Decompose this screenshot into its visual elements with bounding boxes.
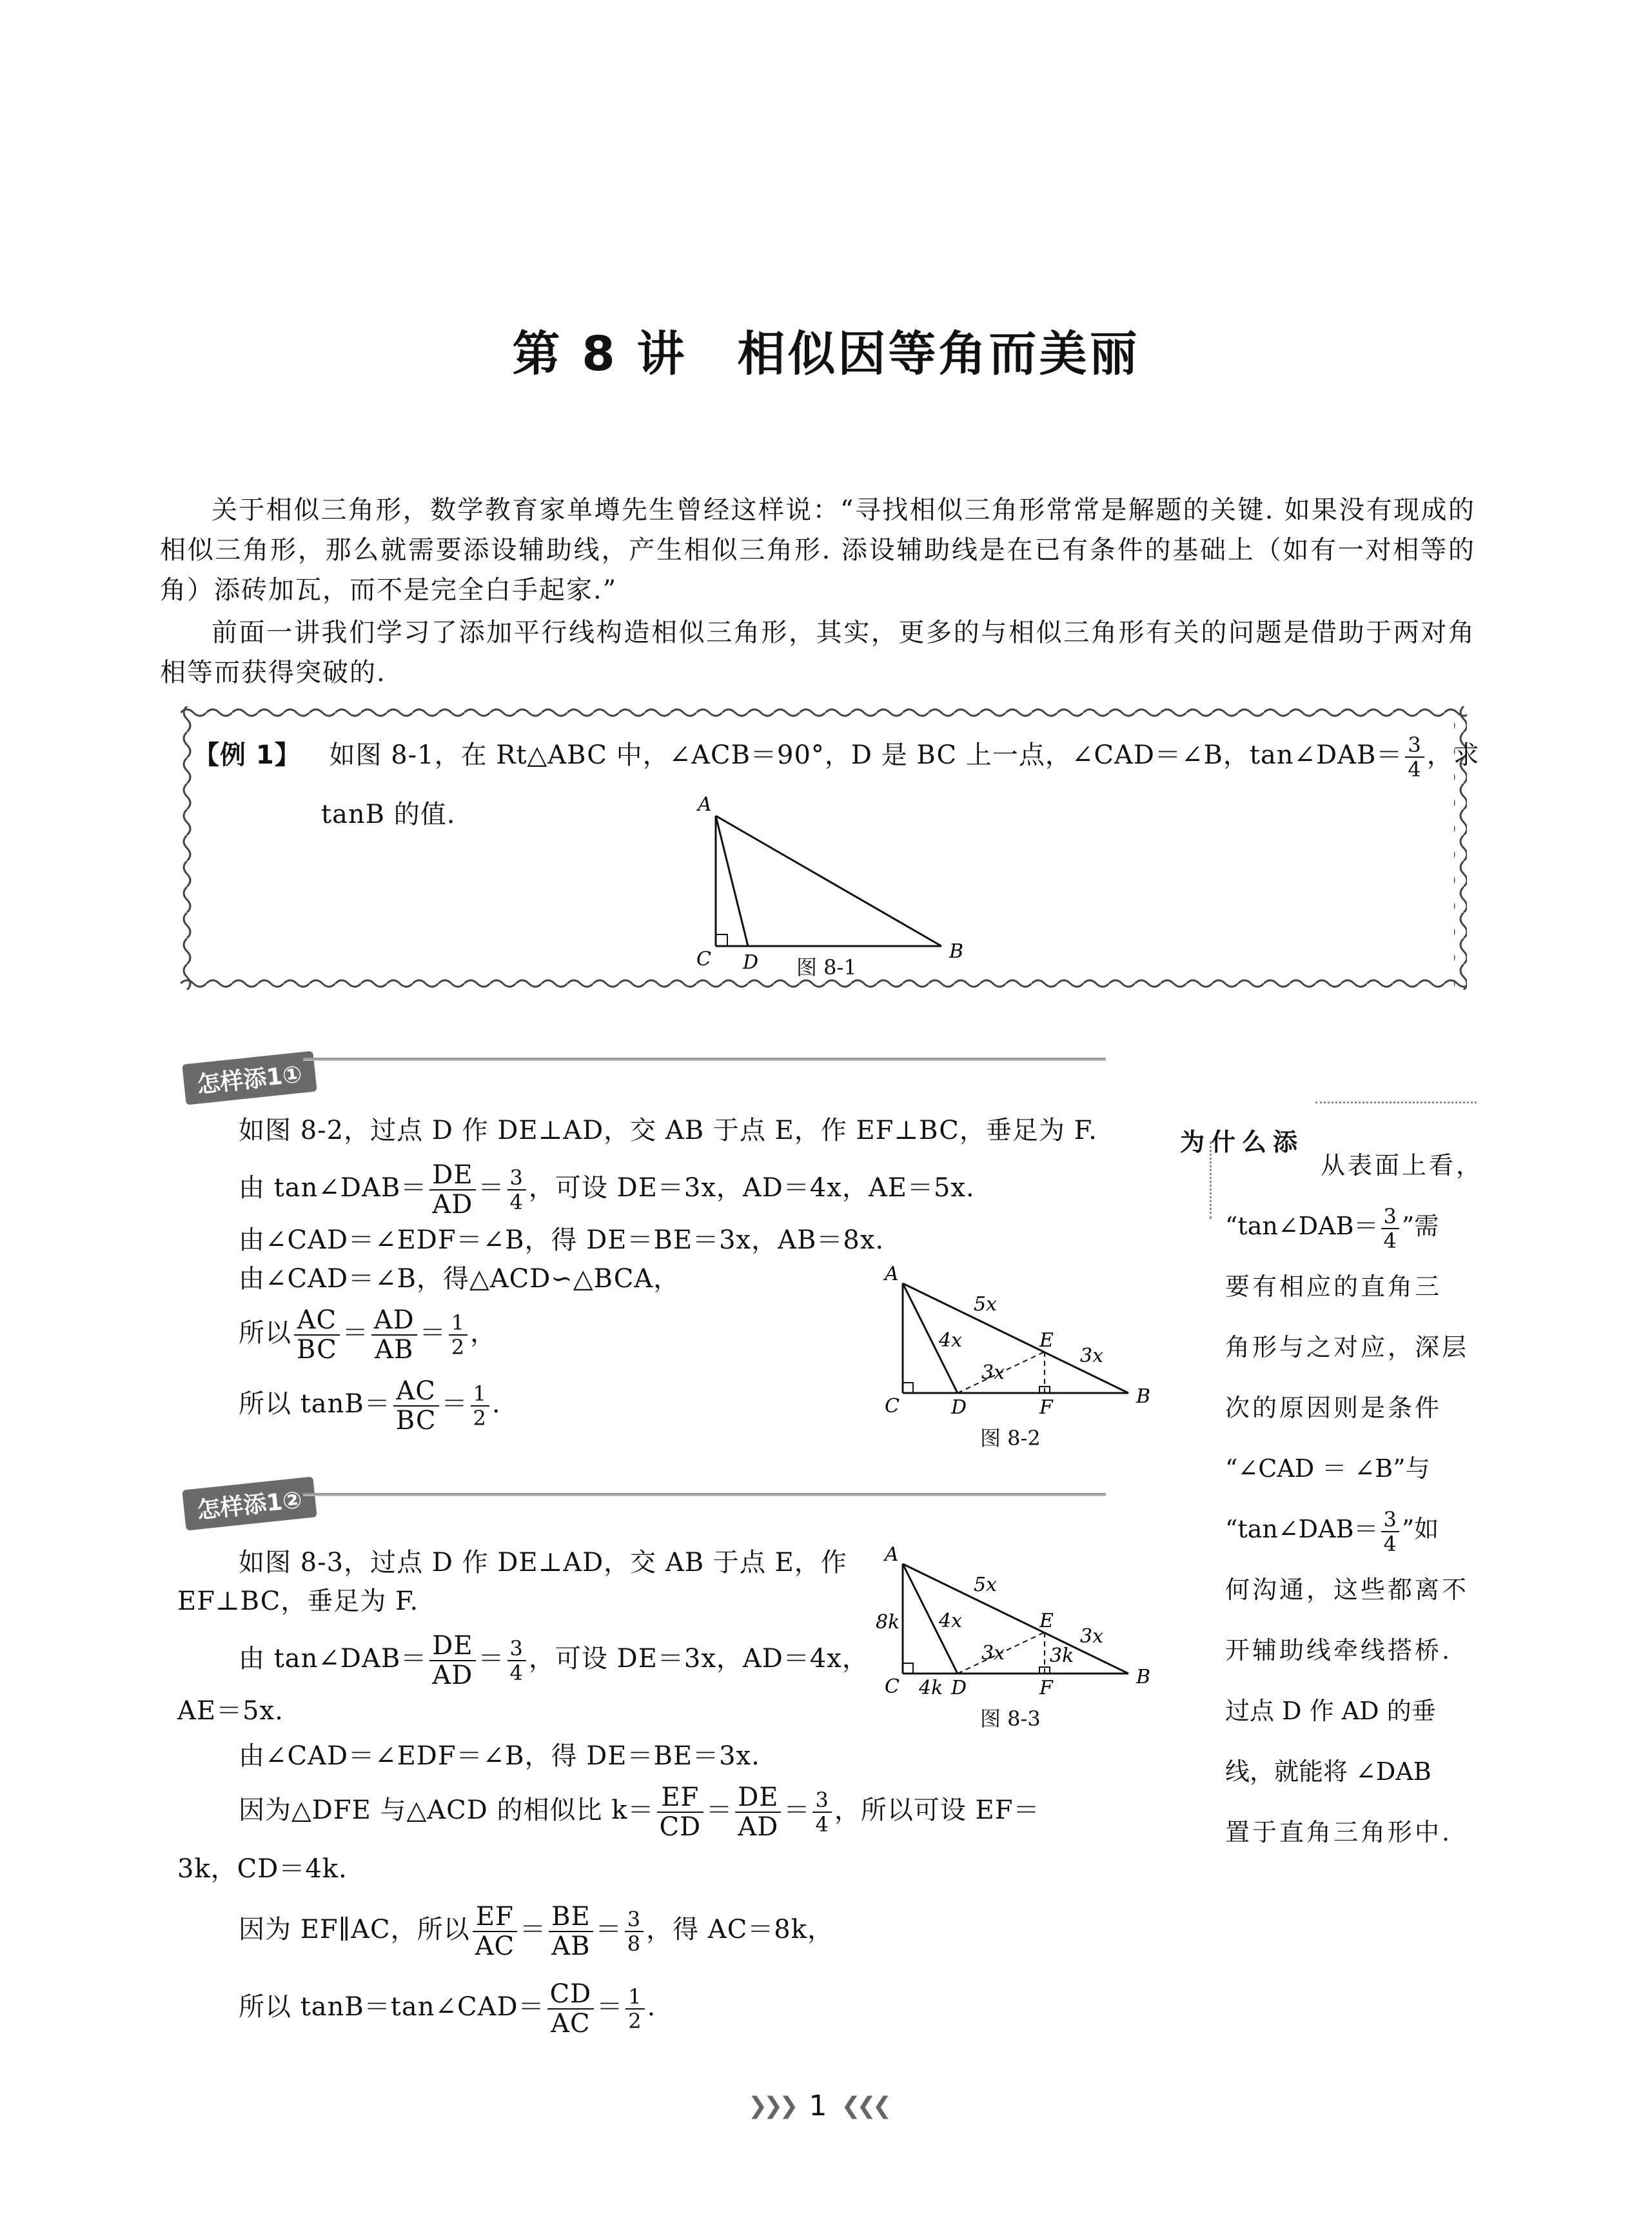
m1-line-4: 由∠CAD＝∠B，得△ACD∽△BCA， <box>239 1264 680 1294</box>
example-tag: 【例 1】 <box>193 740 301 770</box>
sidebar-line-1: 从表面上看， <box>1320 1151 1483 1180</box>
fig1-label-c: C <box>696 948 711 971</box>
intro-paragraph-2: 前面一讲我们学习了添加平行线构造相似三角形，其实，更多的与相似三角形有关的问题是借助于两对角相等而获得突破的. <box>160 618 1475 687</box>
m2-line-2: 由 tan∠DAB＝ $\frac{DE}{AD}$ ＝ $\frac{3}{4}$ ，可设 DE＝3x，AD＝4x， <box>239 1631 869 1690</box>
sidebar-vertical-rule <box>1210 1141 1212 1219</box>
fig1-label-a: A <box>698 796 712 816</box>
fig1-label-d: D <box>743 951 759 974</box>
fig3-label-3x-2: 3x <box>1080 1625 1104 1648</box>
method-1-divider <box>303 1058 1106 1061</box>
m1-line-5: 所以 $\frac{AC}{BC}$ ＝ $\frac{AD}{AB}$ ＝ $\frac{1}{2}$ ， <box>239 1305 497 1365</box>
sidebar-line-7: “tan∠DAB＝ $\frac{3}{4}$ ”如 <box>1225 1507 1439 1556</box>
sidebar-line-3: 要有相应的直角三 <box>1225 1272 1442 1301</box>
sidebar-line-12: 置于直角三角形中. <box>1225 1818 1453 1846</box>
example-text-a: 如图 8-1，在 Rt△ABC 中，∠ACB＝90°，D 是 BC 上一点，∠CAD＝∠B，tan∠DAB＝ <box>329 740 1403 770</box>
fig2-label-c: C <box>885 1395 900 1418</box>
m2-line-4c: 3k，CD＝4k. <box>177 1854 348 1884</box>
fig3-label-4x: 4x <box>939 1610 963 1632</box>
sidebar-line-2: “tan∠DAB＝ $\frac{3}{4}$ ”需 <box>1225 1203 1439 1253</box>
sidebar-divider <box>1315 1102 1477 1103</box>
fig3-label-3k: 3k <box>1050 1645 1074 1667</box>
example-fraction: $\frac{3}{4}$ <box>1405 733 1424 781</box>
m1-line-3: 由∠CAD＝∠EDF＝∠B，得 DE＝BE＝3x，AB＝8x. <box>239 1225 885 1255</box>
figure-8-3 <box>870 1545 1180 1706</box>
method-1-tag: 怎样添1① <box>182 1051 317 1105</box>
fig2-label-f: F <box>1039 1396 1053 1419</box>
example-line-2: tanB 的值. <box>321 800 456 829</box>
chevrons-left-icon: ❮❮❮ <box>841 2093 888 2119</box>
m2-line-4: 因为△DFE 与△ACD 的相似比 k＝ $\frac{EF}{CD}$ ＝ $\frac{DE}{AD}$ ＝ $\frac{3}{4}$ ，所以可设 EF＝ <box>239 1783 1040 1842</box>
m1-line-1: 如图 8-2，过点 D 作 DE⊥AD，交 AB 于点 E，作 EF⊥BC，垂足为 F. <box>239 1116 1097 1145</box>
fig2-label-3x-2: 3x <box>1080 1345 1104 1367</box>
m2-line-3: 由∠CAD＝∠EDF＝∠B，得 DE＝BE＝3x. <box>239 1741 760 1771</box>
m2-line-2c: AE＝5x. <box>177 1696 284 1726</box>
m2-line-6: 所以 tanB＝tan∠CAD＝ $\frac{CD}{AC}$ ＝ $\frac{1}{2}$ . <box>239 1979 656 2039</box>
m2-line-1b: EF⊥BC，垂足为 F. <box>177 1586 419 1616</box>
sidebar-tag: 为什么添 <box>1180 1128 1304 1156</box>
fig3-label-3x-1: 3x <box>981 1642 1005 1665</box>
m1-line-6: 所以 tanB＝ $\frac{AC}{BC}$ ＝ $\frac{1}{2}$ . <box>239 1376 501 1436</box>
intro-paragraph-1: 关于相似三角形，数学教育家单墫先生曾经这样说：“寻找相似三角形常常是解题的关键. 如果没有现成的相似三角形，那么就需要添设辅助线，产生相似三角形. 添设辅助线是在已有条件的基础上（如有一对相等的角）添砖加瓦，而不是完全白手起家.” <box>160 495 1475 605</box>
example-box <box>181 706 1480 990</box>
fig3-label-c: C <box>885 1675 900 1698</box>
fig3-label-8k: 8k <box>876 1611 900 1634</box>
fig2-label-4x: 4x <box>939 1329 963 1352</box>
chevrons-right-icon: ❯❯❯ <box>748 2093 795 2119</box>
fig2-label-3x-1: 3x <box>981 1361 1005 1384</box>
figure-8-1 <box>683 796 1148 983</box>
figure-8-1-caption: 图 8-1 <box>796 955 857 980</box>
m1-line-2: 由 tan∠DAB＝ $\frac{DE}{AD}$ ＝ $\frac{3}{4}$ ，可设 DE＝3x，AD＝4x，AE＝5x. <box>239 1160 975 1220</box>
method-2-divider <box>303 1493 1106 1496</box>
fig2-label-b: B <box>1136 1385 1151 1408</box>
example-line-1 <box>193 733 1480 781</box>
sidebar-line-8: 何沟通，这些都离不 <box>1225 1576 1470 1604</box>
sidebar-line-10: 过点 D 作 AD 的垂 <box>1225 1697 1436 1725</box>
page-title: 第 8 讲 相似因等角而美丽 <box>512 326 1140 382</box>
sidebar-line-4: 角形与之对应，深层 <box>1225 1333 1470 1361</box>
fig1-label-b: B <box>949 940 964 963</box>
method-2-tag: 怎样添1② <box>182 1477 317 1531</box>
page-number: 1 <box>809 2090 827 2122</box>
sidebar-text <box>1225 1135 1483 1862</box>
sidebar-line-9: 开辅助线牵线搭桥. <box>1225 1636 1453 1665</box>
fig3-label-f: F <box>1039 1677 1053 1699</box>
figure-8-2 <box>870 1264 1180 1425</box>
fig3-label-b: B <box>1136 1666 1151 1688</box>
sidebar-line-11: 线，就能将 ∠DAB <box>1225 1757 1431 1786</box>
fig2-label-5x: 5x <box>974 1293 998 1316</box>
figure-8-2-caption: 图 8-2 <box>980 1426 1041 1450</box>
example-text-b: ，求 <box>1426 740 1480 770</box>
m2-line-5: 因为 EF∥AC，所以 $\frac{EF}{AC}$ ＝ $\frac{BE}{AB}$ ＝ $\frac{3}{8}$ ，得 AC＝8k， <box>239 1902 834 1961</box>
fig3-label-d: D <box>951 1677 967 1699</box>
fig3-label-4k: 4k <box>919 1677 943 1699</box>
fig2-label-d: D <box>951 1396 967 1419</box>
fig3-label-5x: 5x <box>974 1574 998 1596</box>
fig3-label-e: E <box>1039 1610 1054 1632</box>
m2-line-1a: 如图 8-3，过点 D 作 DE⊥AD，交 AB 于点 E，作 <box>239 1548 847 1577</box>
fig2-label-a: A <box>885 1264 899 1285</box>
sidebar-line-5: 次的原因则是条件 <box>1225 1394 1442 1422</box>
sidebar-line-6: “∠CAD ＝ ∠B”与 <box>1225 1454 1430 1483</box>
figure-8-3-caption: 图 8-3 <box>980 1706 1041 1731</box>
page-footer <box>748 2090 888 2122</box>
fig3-label-a: A <box>885 1545 899 1566</box>
fig2-label-e: E <box>1039 1329 1054 1352</box>
